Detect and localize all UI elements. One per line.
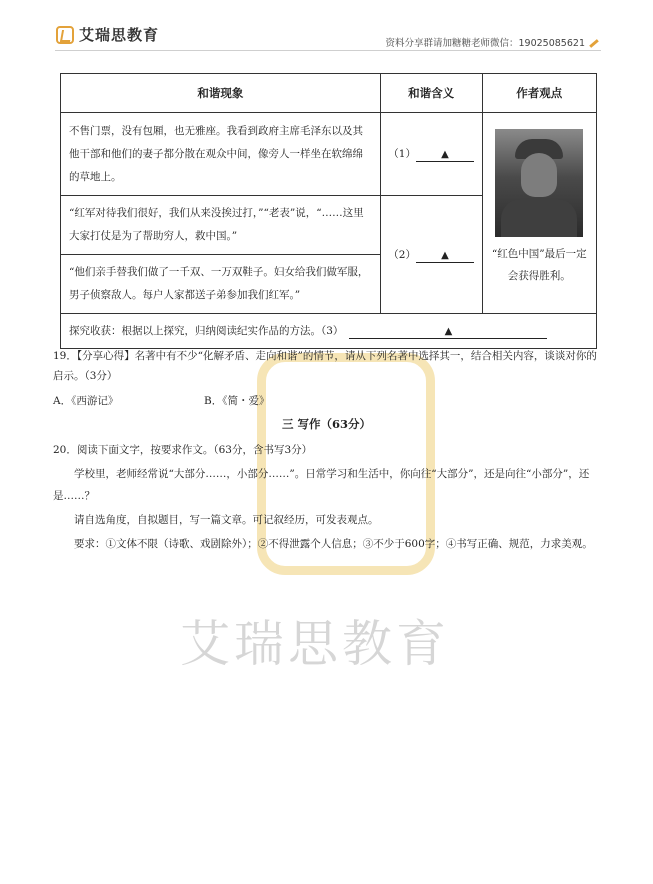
portrait-photo xyxy=(495,129,583,237)
question-19: 19．【分享心得】名著中有不少“化解矛盾、走向和谐”的情节，请从下列名著中选择其一，结合相关内容，谈谈对你的启示。（3分） xyxy=(53,350,597,382)
viewpoint-text: “红色中国”最后一定会获得胜利。 xyxy=(491,248,587,282)
summary-row xyxy=(61,314,597,349)
brand-name: 艾瑞思教育 xyxy=(79,26,160,44)
summary-text: 探究收获：根据以上探究，归纳阅读纪实作品的方法。（3） xyxy=(69,325,344,337)
header-phenomenon: 和谐现象 xyxy=(61,74,381,113)
question-20-prompt: 学校里，老师经常说“大部分……，小部分……”。日常学习和生活中，你向往“大部分”，还是向往“小部分”，还是……？ xyxy=(53,468,590,502)
viewpoint-cell xyxy=(482,113,596,314)
question-20-intro: 20．阅读下面文字，按要求作文。（63分，含书写3分） xyxy=(53,444,313,456)
harmony-table xyxy=(60,73,597,349)
meaning-1-cell xyxy=(380,113,482,196)
question-20-instruction: 请自选角度，自拟题目，写一篇文章。可记叙经历，可发表观点。 xyxy=(74,514,379,526)
contact-text: 资料分享群请加糖糖老师微信：19025085621 xyxy=(385,38,585,49)
section-title: 三 写作（63分） xyxy=(281,417,371,431)
header-divider xyxy=(55,50,601,51)
meaning-2-blank[interactable]: ▲ xyxy=(416,250,474,263)
question-20-requirements: 要求：①文体不限（诗歌、戏剧除外）；②不得泄露个人信息；③不少于600字；④书写正确、规范，力求美观。 xyxy=(74,538,593,550)
phenomenon-3: “他们亲手替我们做了一千双、一万双鞋子。妇女给我们做军服，男子侦察敌人。每户人家都送子弟参加我们红军。” xyxy=(61,255,381,314)
meaning-1-blank[interactable]: ▲ xyxy=(416,149,474,162)
option-b: B．《简・爱》 xyxy=(204,395,270,407)
contact-info xyxy=(386,35,600,49)
pencil-icon xyxy=(589,39,599,48)
phenomenon-2: “红军对待我们很好，我们从来没挨过打，”“老表”说，“……这里大家打仗是为了帮助穷人，救中国。” xyxy=(61,196,381,255)
table-row xyxy=(61,113,597,196)
table-header-row xyxy=(61,74,597,113)
brand-logo xyxy=(56,24,159,45)
header-viewpoint: 作者观点 xyxy=(482,74,596,113)
meaning-2-label: （2） xyxy=(388,248,416,261)
brand-logo-icon xyxy=(56,26,74,44)
watermark-text: 艾瑞思教育 xyxy=(180,615,450,673)
phenomenon-1: 不售门票，没有包厢，也无雅座。我看到政府主席毛泽东以及其他干部和他们的妻子都分散在观众中间，像旁人一样坐在软绵绵的草地上。 xyxy=(61,113,381,196)
meaning-2-cell xyxy=(380,196,482,314)
page-header xyxy=(0,0,653,52)
meaning-1-label: （1） xyxy=(388,148,416,160)
header-meaning: 和谐含义 xyxy=(380,74,482,113)
option-a: A．《西游记》 xyxy=(53,395,119,407)
summary-cell xyxy=(61,314,597,349)
summary-blank[interactable]: ▲ xyxy=(349,326,547,339)
